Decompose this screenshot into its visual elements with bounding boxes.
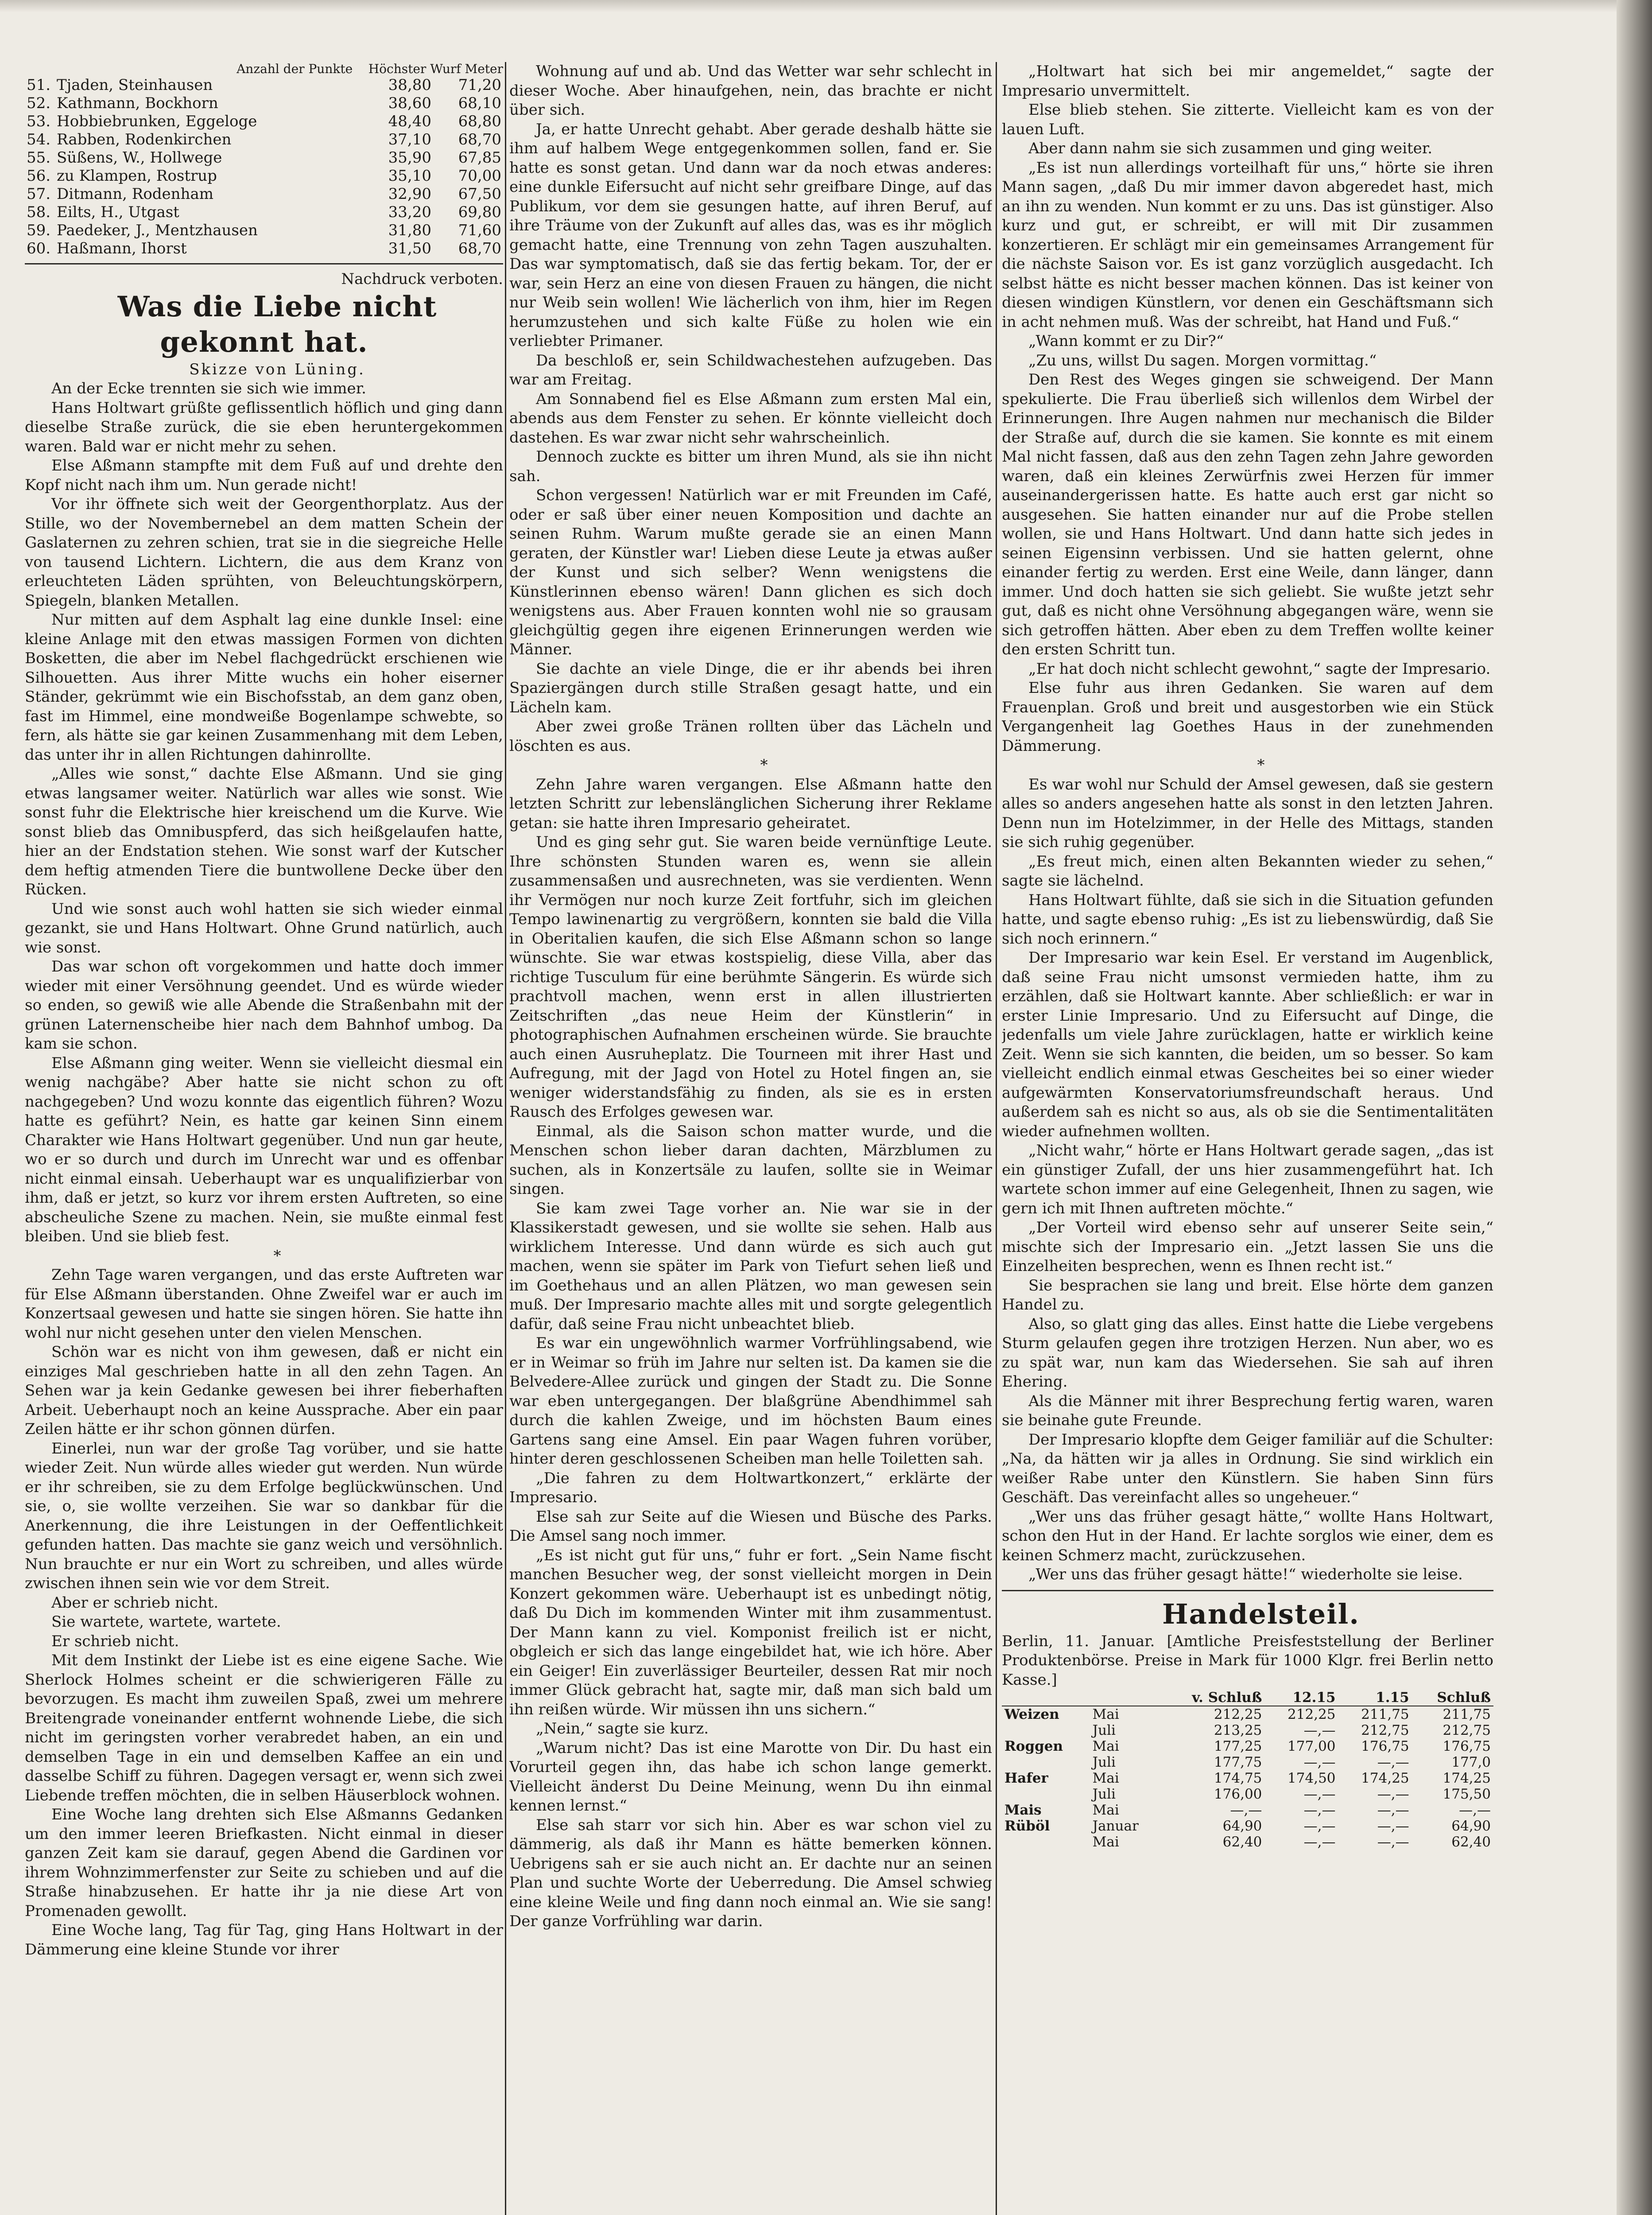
delivery-month: Januar	[1092, 1818, 1139, 1834]
ranking-throw: 67,50	[458, 185, 501, 203]
page-binding-edge	[1617, 0, 1652, 2215]
delivery-month: Mai	[1092, 1706, 1119, 1722]
ranking-name: Kathmann, Bockhorn	[57, 94, 218, 112]
story-paragraph: Er schrieb nicht.	[51, 1632, 179, 1650]
story-paragraph: Zehn Jahre waren vergangen. Else Aßmann hatte den letzten Schritt zur lebenslänglichen Sicherung ihrer Reklame getan: sie hatte ihren Impresario geheiratet.	[509, 775, 992, 832]
ranking-number: 55.	[27, 149, 51, 167]
ranking-row	[25, 131, 503, 149]
price-prev-close: 176,00	[1214, 1786, 1262, 1802]
story-paragraph: Else Aßmann stampfte mit dem Fuß auf und drehte den Kopf nicht nach ihm um. Nun gerade nicht!	[25, 457, 503, 494]
story-paragraph: „Die fahren zu dem Holtwartkonzert,“ erklärte der Impresario.	[509, 1469, 992, 1506]
column-rule	[996, 62, 997, 2215]
ranking-points: 31,50	[388, 240, 431, 257]
market-row	[1002, 1802, 1493, 1818]
market-header: v. Schluß	[1161, 1690, 1265, 1706]
story-paragraph: Das war schon oft vorgekommen und hatte doch immer wieder mit einer Versöhnung geendet. Und es würde wieder so enden, so gewiß wie alle Abende die Straßenbahn mit der grünen Laternenscheibe hier nach dem Bahnhof umbog. Da kam sie schon.	[25, 958, 503, 1053]
price-1215: 174,50	[1287, 1770, 1336, 1786]
story-paragraph: „Es freut mich, einen alten Bekannten wieder zu sehen,“ sagte sie lächelnd.	[1002, 852, 1493, 890]
story-paragraph: Hans Holtwart fühlte, daß sie sich in die Situation gefunden hatte, und sagte ebenso ruhig: „Es ist zu liebenswürdig, daß Sie sich noch erinnern.“	[1002, 891, 1493, 948]
story-paragraph: Else sah starr vor sich hin. Aber es war schon viel zu dämmerig, als daß ihr Mann es hätte bemerken können. Uebrigens sah er sie auch nicht an. Er dachte nur an seinen Plan und suchte Worte der Ueberredung. Die Amsel schwieg eine kleine Weile und fing dann noch einmal an. Wie sie sang! Der ganze Vorfrühling war darin.	[509, 1816, 992, 1930]
column-2	[509, 62, 992, 2215]
market-section-title: Handelsteil.	[1162, 1597, 1360, 1630]
story-paragraph: Hans Holtwart grüßte geflissentlich höflich und ging dann dieselbe Straße zurück, die sie eben heruntergekommen waren. Bald war er nicht mehr zu sehen.	[25, 399, 503, 455]
commodity-name	[1002, 1722, 1090, 1738]
story-paragraph: Schön war es nicht von ihm gewesen, daß er nicht ein einziges Mal geschrieben hatte in all den zehn Tagen. An Sehen war ja kein Gedanke gewesen bei ihrer fieberhaften Arbeit. Ueberhaupt noch an keine Aussprache. Aber ein paar Zeilen hätte er ihr schon gönnen dürfen.	[25, 1343, 503, 1438]
commodity-name	[1002, 1834, 1090, 1850]
ranking-points: 38,80	[388, 76, 431, 94]
story-paragraph: Am Sonnabend fiel es Else Aßmann zum ersten Mal ein, abends aus dem Fenster zu sehen. Er könnte vielleicht doch dastehen. Es war zwar nicht sehr wahrscheinlich.	[509, 390, 992, 447]
story-subtitle: Skizze von Lüning.	[189, 360, 365, 378]
ranking-row	[25, 149, 503, 167]
ranking-number: 51.	[27, 76, 51, 94]
ranking-throw: 68,80	[458, 113, 501, 130]
price-close: 212,75	[1443, 1722, 1491, 1738]
story-paragraph: Einmal, als die Saison schon matter wurde, und die Menschen schon lieber daran dachten, Märzblumen zu suchen, als in Konzertsäle zu laufen, sollte sie in Weimar singen.	[509, 1122, 992, 1198]
ranking-throw: 70,00	[458, 167, 501, 185]
ranking-table	[25, 76, 503, 258]
story-paragraph: Else blieb stehen. Sie zitterte. Vielleicht kam es von der lauen Luft.	[1002, 101, 1493, 138]
story-paragraph: „Es ist nun allerdings vorteilhaft für uns,“ hörte sie ihren Mann sagen, „daß Du mir immer davon abgeredet hast, mich an ihn zu wenden. Nun kommt er zu uns. Das ist günstiger. Also kurz und gut, er schreibt, er will mit Dir zusammen konzertieren. Er schlägt mir ein gemeinsames Arrangement für die nächste Saison vor. Es ist ganz vorzüglich ausgedacht. Ich selbst hätte es nicht besser machen können. Das ist keiner von diesen windigen Künstlern, vor denen ein Geschäftsmann sich in acht nehmen muß. Was der schreibt, hat Hand und Fuß.“	[1002, 159, 1493, 331]
story-paragraph: Else Aßmann ging weiter. Wenn sie vielleicht diesmal ein wenig nachgäbe? Aber hatte sie nicht schon zu oft nachgegeben? Und wozu konnte das eigentlich führen? Wozu hatte es geführt? Nein, es hatte gar keinen Sinn einem Charakter wie Hans Holtwart gegenüber. Und nun gar heute, wo er so durch und durch im Unrecht war und es offenbar nicht einmal einsah. Ueberhaupt war es unqualifizierbar von ihm, daß er jetzt, so kurz vor ihrem ersten Auftreten, so eine abscheuliche Szene zu machen. Nein, sie mußte einmal fest bleiben. Und sie blieb fest.	[25, 1054, 503, 1245]
market-header-blank	[1090, 1690, 1161, 1706]
story-text-col3	[1002, 62, 1493, 1585]
price-1215: —,—	[1303, 1754, 1336, 1770]
price-close: 177,0	[1451, 1754, 1491, 1770]
delivery-month: Juli	[1092, 1722, 1116, 1738]
price-115: 211,75	[1361, 1706, 1409, 1722]
price-115: 174,25	[1361, 1770, 1409, 1786]
story-paragraph: „Alles wie sonst,“ dachte Else Aßmann. Und sie ging etwas langsamer weiter. Natürlich war alles wie sonst. Wie sonst fuhr die Elektrische hier kreischend um die Kurve. Wie sonst blieb das Omnibuspferd, das sich heißgelaufen hatte, hier an der Endstation stehen. Wie sonst warf der Kutscher dem heftig atmenden Tiere die buntwollene Decke über den Rücken.	[25, 765, 503, 898]
ranking-points: 38,60	[388, 94, 431, 112]
story-paragraph: Sie kam zwei Tage vorher an. Nie war sie in der Klassikerstadt gewesen, und sie wollte sie sehen. Halb aus wirklichem Interesse. Und dann würde es sich auch gut machen, wenn sie später im Park von Tiefurt sehen ließ und im Goethehaus und an allen Plätzen, wo man gewesen sein muß. Der Impresario machte alles mit und sorgte gelegentlich dafür, daß seine Frau nicht unbeachtet blieb.	[509, 1199, 992, 1333]
section-break: *	[1257, 756, 1265, 774]
market-row	[1002, 1738, 1493, 1754]
ranking-name: Paedeker, J., Mentzhausen	[57, 222, 258, 239]
story-paragraph: Dennoch zuckte es bitter um ihren Mund, als sie ihn nicht sah.	[509, 448, 992, 485]
story-paragraph: „Zu uns, willst Du sagen. Morgen vormittag.“	[1028, 351, 1377, 369]
ranking-header-points: Anzahl der Punkte	[237, 62, 353, 76]
ranking-row	[25, 222, 503, 240]
column-3	[1002, 62, 1493, 2215]
ranking-name: Rabben, Rodenkirchen	[57, 131, 232, 148]
ranking-throw: 69,80	[458, 203, 501, 221]
price-prev-close: 177,25	[1214, 1738, 1262, 1754]
story-paragraph: „Es ist nicht gut für uns,“ fuhr er fort. „Sein Name fischt manchen Besucher weg, der sonst vielleicht morgen in Dein Konzert gekommen wäre. Ueberhaupt ist es unbedingt nötig, daß Du Dich im kommenden Winter mit ihm zusammentust. Der Mann kann zu viel. Komponist freilich ist er nicht, obgleich er sich das lange eingebildet hat, wie ich höre. Aber ein Geiger! Ein zuverlässiger Beurteiler, dessen Rat mir noch immer Glück gebracht hat, sagte mir, daß man sich bald um ihn reißen würde. Wir müssen ihn uns sichern.“	[509, 1546, 992, 1718]
ranking-points: 35,90	[388, 149, 431, 167]
story-paragraph: Der Impresario klopfte dem Geiger familiär auf die Schulter: „Na, da hätten wir ja alles in Ordnung. Sie sind wirklich ein weißer Rabe unter den Künstlern. Sie haben Sinn fürs Geschäft. Das vereinfacht alles so ungeheuer.“	[1002, 1430, 1493, 1506]
story-paragraph: Sie dachte an viele Dinge, die er ihr abends bei ihren Spaziergängen durch stille Straßen gesagt hatte, und ein Lächeln kam.	[509, 660, 992, 716]
price-prev-close: 213,25	[1214, 1722, 1262, 1738]
ranking-number: 60.	[27, 240, 51, 257]
story-paragraph: Es war wohl nur Schuld der Amsel gewesen, daß sie gestern alles so anders angesehen hatte als sonst in den letzten Jahren. Denn nun im Hotelzimmer, in der Helle des Mittags, standen sie sich ruhig gegenüber.	[1002, 775, 1493, 851]
market-header: Schluß	[1412, 1690, 1493, 1706]
ranking-header-throw: Höchster Wurf Meter	[368, 62, 503, 76]
ranking-name: zu Klampen, Rostrup	[57, 167, 217, 185]
price-115: —,—	[1377, 1818, 1409, 1834]
ranking-throw: 68,10	[458, 94, 501, 112]
column-1	[25, 62, 503, 2215]
commodity-name: Weizen	[1004, 1706, 1059, 1722]
price-close: 62,40	[1451, 1834, 1491, 1850]
market-row	[1002, 1786, 1493, 1802]
market-intro: Berlin, 11. Januar. [Amtliche Preisfeststellung der Berliner Produktenbörse. Preise in Mark für 1000 Klgr. frei Berlin netto Kasse.]	[1002, 1632, 1493, 1689]
story-paragraph: Zehn Tage waren vergangen, und das erste Auftreten war für Else Aßmann überstanden. Ohne Zweifel war er auch im Konzertsaal gewesen und hatte sie singen hören. Sie hatte ihn wohl nur nicht gesehen unter den vielen Menschen.	[25, 1266, 503, 1342]
ranking-points: 32,90	[388, 185, 431, 203]
ranking-row	[25, 94, 503, 113]
story-paragraph: Und wie sonst auch wohl hatten sie sich wieder einmal gezankt, sie und Hans Holtwart. Ohne Grund natürlich, auch wie sonst.	[25, 900, 503, 956]
story-paragraph: Eine Woche lang drehten sich Else Aßmanns Gedanken um den immer leeren Briefkasten. Nicht einmal in dieser ganzen Zeit kam sie darauf, gegen Abend die Gardinen vor ihrem Wohnzimmerfenster zur Seite zu schieben und auf die Straße hinabzusehen. Er hatte ihr ja nie diese Art von Promenaden gewollt.	[25, 1806, 503, 1920]
story-paragraph: Einerlei, nun war der große Tag vorüber, und sie hatte wieder Zeit. Nun würde alles wieder gut werden. Nun würde er ihr schreiben, sie zu dem Erfolge beglückwünschen. Und sie, o, sie wollte verzeihen. Sie war so dankbar für die Anerkennung, die ihre Leistungen in der Oeffentlichkeit gefunden hatten. Das machte sie ganz weich und versöhnlich. Nun brauchte er nur ein Wort zu schreiben, und alles würde zwischen ihnen sein wie vor dem Streit.	[25, 1439, 503, 1592]
story-paragraph: Wohnung auf und ab. Und das Wetter war sehr schlecht in dieser Woche. Aber hinaufgehen, nein, das brachte er nicht über sich.	[509, 62, 992, 119]
delivery-month: Juli	[1092, 1754, 1116, 1770]
ranking-throw: 67,85	[458, 149, 501, 167]
ranking-row	[25, 76, 503, 94]
price-close: 211,75	[1443, 1706, 1491, 1722]
commodity-name	[1002, 1754, 1090, 1770]
price-prev-close: 177,75	[1214, 1754, 1262, 1770]
reprint-notice: Nachdruck verboten.	[341, 270, 503, 288]
ranking-header	[25, 62, 503, 76]
story-paragraph: „Wer uns das früher gesagt hätte,“ wollte Hans Holtwart, schon den Hut in der Hand. Er lachte sorglos wie einer, dem es keinen Schmerz macht, zurückzusehen.	[1002, 1508, 1493, 1564]
ranking-points: 31,80	[388, 222, 431, 239]
price-1215: —,—	[1303, 1802, 1336, 1818]
story-paragraph: Else sah zur Seite auf die Wiesen und Büsche des Parks. Die Amsel sang noch immer.	[509, 1508, 992, 1545]
price-115: 212,75	[1361, 1722, 1409, 1738]
ranking-points: 35,10	[388, 167, 431, 185]
ranking-name: Tjaden, Steinhausen	[57, 76, 213, 94]
ranking-name: Haßmann, Ihorst	[57, 240, 187, 257]
ranking-row	[25, 167, 503, 185]
story-paragraph: „Er hat doch nicht schlecht gewohnt,“ sagte der Impresario.	[1028, 660, 1491, 678]
price-close: 175,50	[1443, 1786, 1491, 1802]
delivery-month: Juli	[1092, 1786, 1116, 1802]
story-paragraph: Da beschloß er, sein Schildwachestehen aufzugeben. Das war am Freitag.	[509, 351, 992, 389]
delivery-month: Mai	[1092, 1834, 1119, 1850]
price-115: —,—	[1377, 1802, 1409, 1818]
price-close: 64,90	[1451, 1818, 1491, 1834]
price-1215: —,—	[1303, 1834, 1336, 1850]
story-paragraph: Vor ihr öffnete sich weit der Georgenthorplatz. Aus der Stille, wo der Novembernebel an dem matten Schein der Gaslaternen zu zehren schien, trat sie in die siegreiche Helle von tausend Lichtern. Lichtern, die aus dem Kranz von erleuchteten Läden sprühten, von Beleuchtungskörpern, Spiegeln, blanken Metallen.	[25, 495, 503, 610]
ranking-row	[25, 185, 503, 203]
story-paragraph: Und es ging sehr gut. Sie waren beide vernünftige Leute. Ihre schönsten Stunden waren es, wenn sie allein zusammensaßen und ausrechneten, was sie verdienten. Wenn ihr Vermögen nur noch kurze Zeit fortfuhr, sich im gleichen Tempo lawinenartig zu vergrößern, konnten sie bald die Villa in Oberitalien kaufen, die sich Else Aßmann schon so lange wünschte. Sie war etwas kostspielig, diese Villa, aber das richtige Tusculum für eine berühmte Sängerin. Es würde sich prachtvoll machen, wenn erst in allen illustrierten Zeitschriften „das neue Heim der Künstlerin“ in photographischen Aufnahmen erscheinen würde. Sie brauchte auch einen Ausruheplatz. Die Tourneen mit ihrer Hast und Aufregung, mit der Jagd von Hotel zu Hotel fingen an, sie weniger widerstandsfähig zu finden, als sie es in ersten Rausch des Erfolges gewesen war.	[509, 833, 992, 1121]
commodity-name: Rüböl	[1004, 1818, 1050, 1834]
price-close: 176,75	[1443, 1738, 1491, 1754]
market-row	[1002, 1834, 1493, 1850]
commodity-name: Hafer	[1004, 1770, 1048, 1786]
ranking-throw: 71,60	[458, 222, 501, 239]
story-paragraph: „Der Vorteil wird ebenso sehr auf unserer Seite sein,“ mischte sich der Impresario ein. „Jetzt lassen Sie uns die Einzelheiten besprechen, wenn es Ihnen recht ist.“	[1002, 1219, 1493, 1275]
story-paragraph: „Wer uns das früher gesagt hätte!“ wiederholte sie leise.	[1028, 1566, 1463, 1583]
price-115: —,—	[1377, 1786, 1409, 1802]
story-paragraph: Mit dem Instinkt der Liebe ist es eine eigene Sache. Wie Sherlock Holmes scheint er die schwierigeren Fälle zu bevorzugen. Es macht ihm zuweilen Spaß, zwei um mehrere Breitengrade voneinander entfernt wohnende Liebe, die sich nicht im geringsten vorher verabredet haben, an ein und demselben Tage in ein und demselben Kaffee an ein und dasselbe Schiff zu führen. Dagegen versagt er, wenn sich zwei Liebende treffen möchten, die in selben Häuserblock wohnen.	[25, 1652, 503, 1804]
ranking-row	[25, 113, 503, 131]
story-paragraph: An der Ecke trennten sie sich wie immer.	[51, 380, 366, 397]
story-paragraph: Der Impresario war kein Esel. Er verstand im Augenblick, daß seine Frau nicht umsonst vermieden hatte, ihm zu erzählen, daß sie Holtwart kannte. Aber schließlich: er war in erster Linie Impresario. Und zu Eifersucht auf Dinge, die jedenfalls um viele Jahre zurücklagen, hatte er wirklich keine Zeit. Wenn sie sich kannten, die beiden, um so besser. So kam vielleicht endlich einmal etwas Gescheites bei so einer wieder aufgewärmten Konservatoriumsfreundschaft heraus. Und außerdem sah es nicht so aus, als ob sie die Sentimentalitäten wieder aufnehmen wollten.	[1002, 949, 1493, 1140]
story-paragraph: Aber zwei große Tränen rollten über das Lächeln und löschten es aus.	[509, 718, 992, 755]
ranking-row	[25, 240, 503, 258]
price-prev-close: 62,40	[1222, 1834, 1262, 1850]
ranking-number: 52.	[27, 94, 51, 112]
price-close: —,—	[1459, 1802, 1491, 1818]
price-prev-close: 212,25	[1214, 1706, 1262, 1722]
price-115: —,—	[1377, 1754, 1409, 1770]
price-1215: 212,25	[1287, 1706, 1336, 1722]
divider	[1002, 1590, 1493, 1591]
market-row	[1002, 1706, 1493, 1722]
price-115: —,—	[1377, 1834, 1409, 1850]
page-top-edge	[0, 0, 1652, 12]
story-paragraph: „Holtwart hat sich bei mir angemeldet,“ sagte der Impresario unvermittelt.	[1002, 62, 1493, 100]
ranking-name: Hobbiebrunken, Eggeloge	[57, 113, 257, 130]
story-paragraph: „Nein,“ sagte sie kurz.	[536, 1720, 709, 1737]
market-price-table	[1002, 1690, 1493, 1850]
price-1215: —,—	[1303, 1818, 1336, 1834]
ranking-number: 58.	[27, 203, 51, 221]
commodity-name	[1002, 1786, 1090, 1802]
market-row	[1002, 1818, 1493, 1834]
story-paragraph: Else fuhr aus ihren Gedanken. Sie waren auf dem Frauenplan. Groß und breit und ausgestorben wie ein Stück Vergangenheit lag Goethes Haus in der zunehmenden Dämmerung.	[1002, 679, 1493, 755]
price-close: 174,25	[1443, 1770, 1491, 1786]
story-paragraph: Aber er schrieb nicht.	[51, 1593, 219, 1612]
price-prev-close: 174,75	[1214, 1770, 1262, 1786]
price-115: 176,75	[1361, 1738, 1409, 1754]
column-rule	[505, 62, 506, 2215]
ranking-points: 33,20	[388, 203, 431, 221]
price-1215: —,—	[1303, 1722, 1336, 1738]
story-paragraph: Sie besprachen sie lang und breit. Else hörte dem ganzen Handel zu.	[1002, 1276, 1493, 1313]
ranking-row	[25, 203, 503, 222]
ranking-number: 56.	[27, 167, 51, 185]
market-header-blank	[1002, 1690, 1090, 1706]
ranking-points: 37,10	[388, 131, 431, 148]
story-paragraph: Schon vergessen! Natürlich war er mit Freunden im Café, oder er saß über einer neuen Komposition und dachte an seinen Ruhm. Warum mußte gerade sie an einen Mann geraten, der Künstler war! Lieben diese Leute ja etwas außer der Kunst und sich selber? Wenn wenigstens die Künstlerinnen ebenso wären! Dann glichen es sich doch wenigstens aus. Aber Frauen konnten wohl nie so grausam gleichgültig gegen ihre eigenen Erinnerungen werden wie Männer.	[509, 486, 992, 658]
ranking-points: 48,40	[388, 113, 431, 130]
ranking-throw: 68,70	[458, 131, 501, 148]
story-paragraph: Den Rest des Weges gingen sie schweigend. Der Mann spekulierte. Die Frau überließ sich willenlos dem Wirbel der Erinnerungen. Ihre Augen nahmen nur mechanisch die Bilder der Straße auf, durch die sie kamen. Sie konnte es mit einem Mal nicht fassen, daß aus den zehn Tagen zehn Jahre geworden waren, daß ein kleines Zerwürfnis zwei Herzen für immer auseinandergerissen hatte. Es hatte auch erst gar nicht so ausgesehen. Sie hatten einander nur auf die Probe stellen wollen, sie und Hans Holtwart. Und dann hatte sich jedes in seinen Eigensinn verbissen. Und sie hatten gelernt, ohne einander fertig zu werden. Erst eine Weile, dann länger, dann immer. Und doch hatten sie sich geliebt. Sie wußte jetzt sehr gut, daß es nicht ohne Versöhnung abgegangen wäre, wenn sie sich getroffen hätten. Aber eben zu dem Treffen wollte keiner den ersten Schritt tun.	[1002, 371, 1493, 658]
ranking-number: 54.	[27, 131, 51, 148]
story-paragraph: Als die Männer mit ihrer Besprechung fertig waren, waren sie beinahe gute Freunde.	[1002, 1392, 1493, 1429]
story-paragraph: Ja, er hatte Unrecht gehabt. Aber gerade deshalb hätte sie ihm auf halbem Wege entgegenkommen sollen, fand er. Sie hatte es sonst getan. Und dann war da noch etwas anderes: eine dunkle Eifersucht auf nicht sehr greifbare Dinge, auf das Publikum, vor dem sie gesungen hatte, auf ihren Beruf, auf ihre Träume von der Zukunft auf alles das, was es ihr möglich gemacht hatte, eine Trennung von zehn Tagen auszuhalten. Das war symptomatisch, daß sie das fertig bekam. Tor, der er war, sein Herz an eine von diesen Frauen zu hängen, die nicht nur Weib sein wollen! Wie lächerlich von ihm, hier im Regen herumzustehen und sich kalte Füße zu holen wie ein verliebter Primaner.	[509, 120, 992, 350]
story-title: Was die Liebe nicht gekonnt hat.	[117, 290, 437, 359]
price-1215: 177,00	[1287, 1738, 1336, 1754]
story-paragraph: Eine Woche lang, Tag für Tag, ging Hans Holtwart in der Dämmerung eine kleine Stunde vor ihrer	[25, 1921, 503, 1959]
delivery-month: Mai	[1092, 1770, 1119, 1786]
story-paragraph: „Wann kommt er zu Dir?“	[1028, 332, 1224, 350]
ranking-number: 59.	[27, 222, 51, 239]
story-paragraph: Es war ein ungewöhnlich warmer Vorfrühlingsabend, wie er in Weimar so früh im Jahre nur selten ist. Da kamen sie die Belvedere-Allee zurück und gingen der Stadt zu. Die Sonne war eben untergegangen. Der blaßgrüne Abendhimmel sah durch die kahlen Zweige, und im höchsten Baum eines Gartens sang eine Amsel. Ein paar Wagen fuhren vorüber, hinter deren geschlossenen Scheiben man helle Toiletten sah.	[509, 1334, 992, 1468]
section-break: *	[760, 756, 768, 774]
market-row	[1002, 1722, 1493, 1738]
story-paragraph: Sie wartete, wartete, wartete.	[51, 1613, 281, 1631]
ranking-name: Eilts, H., Utgast	[57, 203, 179, 221]
commodity-name: Mais	[1004, 1802, 1042, 1818]
ranking-name: Ditmann, Rodenham	[57, 185, 213, 203]
ranking-number: 53.	[27, 113, 51, 130]
market-row	[1002, 1770, 1493, 1786]
story-paragraph: „Nicht wahr,“ hörte er Hans Holtwart gerade sagen, „das ist ein günstiger Zufall, der uns hier zusammengeführt hat. Ich wartete schon immer auf eine Gelegenheit, Ihnen zu sagen, wie gern ich mit Ihnen auftreten möchte.“	[1002, 1142, 1493, 1217]
delivery-month: Mai	[1092, 1802, 1119, 1818]
commodity-name: Roggen	[1004, 1738, 1063, 1754]
market-row	[1002, 1754, 1493, 1770]
price-prev-close: 64,90	[1222, 1818, 1262, 1834]
ranking-name: Süßens, W., Hollwege	[57, 149, 222, 167]
section-break: *	[273, 1247, 281, 1265]
divider	[25, 263, 503, 264]
price-prev-close: —,—	[1230, 1802, 1262, 1818]
story-paragraph: Aber dann nahm sie sich zusammen und ging weiter.	[1028, 140, 1433, 157]
story-paragraph: Nur mitten auf dem Asphalt lag eine dunkle Insel: eine kleine Anlage mit den etwas massigen Formen von dichten Bosketten, die aber im Nebel flachgedrückt erschienen wie Silhouetten. Aus ihrer Mitte wuchs ein hoher eiserner Ständer, gekrümmt wie ein Bischofsstab, an dem ganz oben, fast im Himmel, eine mondweiße Bogenlampe schwebte, so fern, als hätte sie gar keinen Zusammenhang mit dem Leben, das unter ihr in allen Richtungen dahinrollte.	[25, 611, 503, 764]
delivery-month: Mai	[1092, 1738, 1119, 1754]
market-header: 12.15	[1264, 1690, 1338, 1706]
ranking-throw: 71,20	[458, 76, 501, 94]
price-1215: —,—	[1303, 1786, 1336, 1802]
ranking-throw: 68,70	[458, 240, 501, 257]
story-text-col1	[25, 379, 503, 1959]
ranking-number: 57.	[27, 185, 51, 203]
story-paragraph: „Warum nicht? Das ist eine Marotte von Dir. Du hast ein Vorurteil gegen ihn, das habe ich schon lange gemerkt. Vielleicht änderst Du Deine Meinung, wenn Du ihn einmal kennen lernst.“	[509, 1739, 992, 1815]
story-text-col2	[509, 62, 992, 1931]
story-paragraph: Also, so glatt ging das alles. Einst hatte die Liebe vergebens Sturm gelaufen gegen ihre trotzigen Herzen. Nun aber, wo es zu spät war, nun kam das Wiedersehen. Sie sah auf ihren Ehering.	[1002, 1315, 1493, 1391]
market-header: 1.15	[1338, 1690, 1412, 1706]
